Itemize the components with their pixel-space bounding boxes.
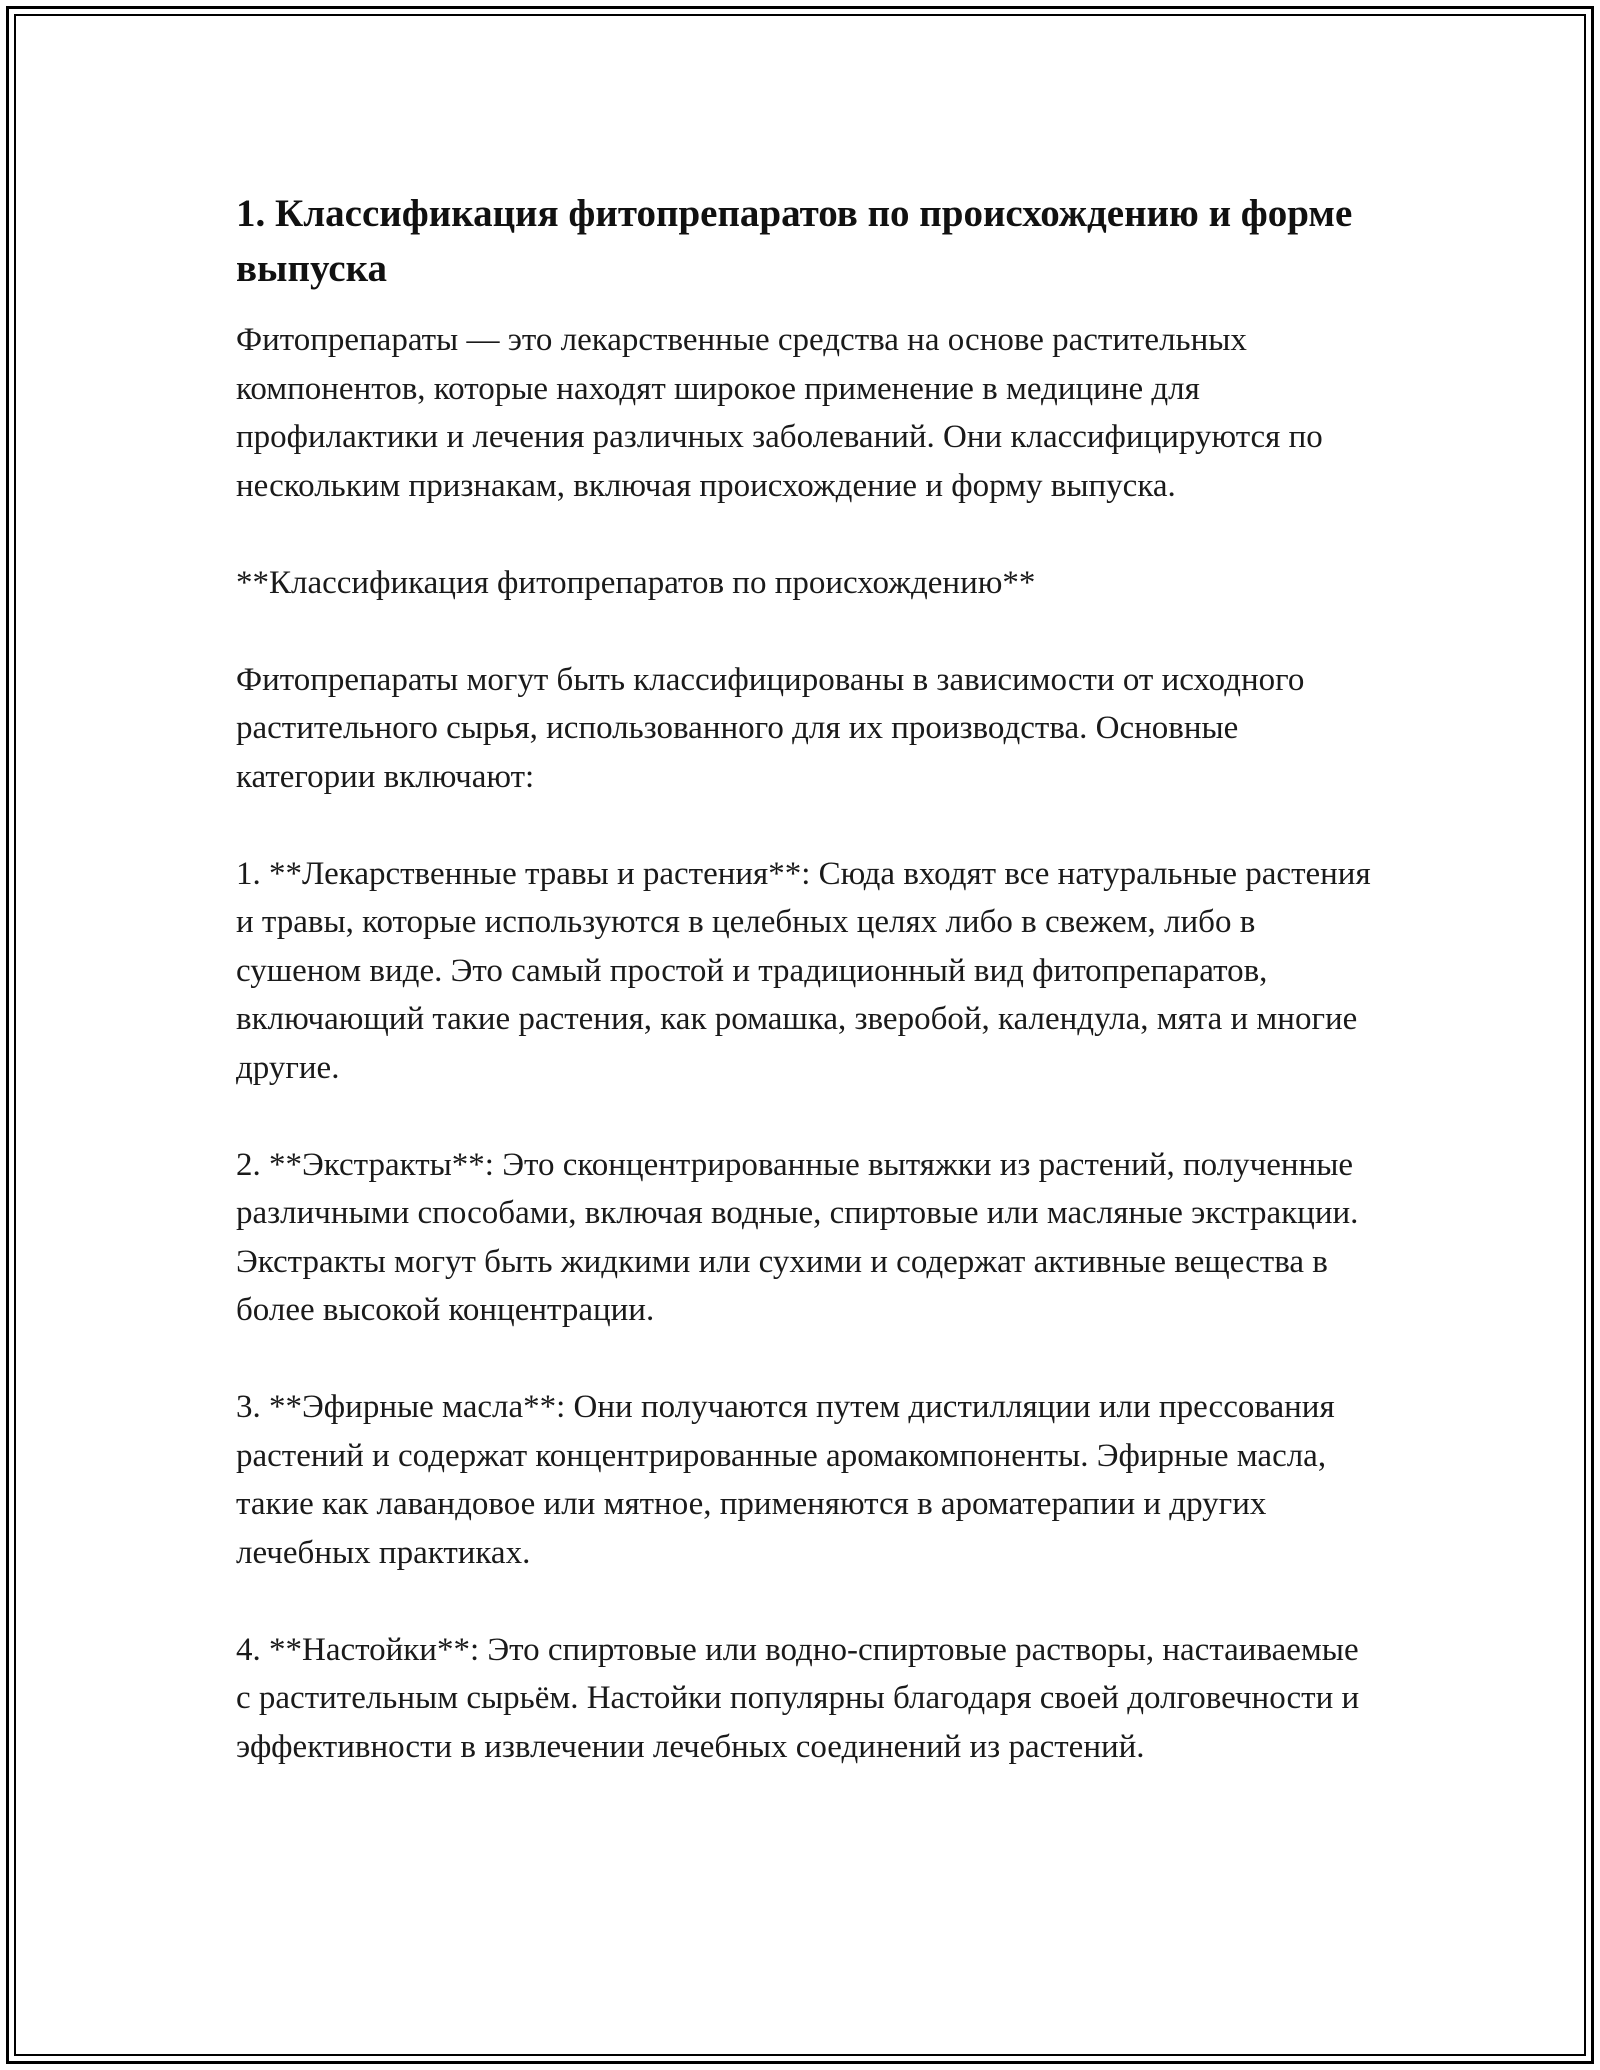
list-item-essential-oils: 3. **Эфирные масла**: Они получаются путем дистилляции или прессования растений и содержат концентрированные аромакомпоненты. Эфирные масла, такие как лавандовое или мятное, применяются в ароматерапии и других лечебных практиках.: [236, 1389, 1343, 1571]
section-intro-paragraph: Фитопрепараты могут быть классифицированы в зависимости от исходного растительного сырья, использованного для их производства. Основные категории включают:: [236, 661, 1313, 795]
title-spacer: [236, 296, 1376, 316]
paragraph-spacer: [236, 1092, 1376, 1141]
paragraph-spacer: [236, 801, 1376, 850]
section-heading: **Классификация фитопрепаратов по происхождению**: [236, 564, 1036, 601]
list-item-extracts: 2. **Экстракты**: Это сконцентрированные вытяжки из растений, полученные различными способами, включая водные, спиртовые или масляные экстракции. Экстракты могут быть жидкими или сухими и содержат активные вещества в более высокой концентрации.: [236, 1146, 1367, 1328]
paragraph-spacer: [236, 510, 1376, 559]
document-body: [236, 186, 1379, 1771]
intro-paragraph: Фитопрепараты — это лекарственные средства на основе растительных компонентов, которые находят широкое применение в медицине для профилактики и лечения различных заболеваний. Они классифицируются по нескольким признакам, включая происхождение и форму выпуска.: [236, 322, 1332, 504]
paragraph-spacer: [236, 1335, 1376, 1384]
document-title: 1. Классификация фитопрепаратов по происхождению и форме выпуска: [236, 192, 1353, 290]
paragraph-spacer: [236, 1577, 1376, 1626]
paragraph-spacer: [236, 607, 1376, 656]
list-item-tinctures: 4. **Настойки**: Это спиртовые или водно-спиртовые растворы, настаиваемые с растительным сырьём. Настойки популярны благодаря своей долговечности и эффективности в извлечении лечебных соединений из растений.: [236, 1631, 1368, 1765]
list-item-herbs: 1. **Лекарственные травы и растения**: Сюда входят все натуральные растения и травы, которые используются в целебных целях либо в свежем, либо в сушеном виде. Это самый простой и традиционный вид фитопрепаратов, включающий такие растения, как ромашка, зверобой, календула, мята и многие другие.: [236, 855, 1379, 1086]
